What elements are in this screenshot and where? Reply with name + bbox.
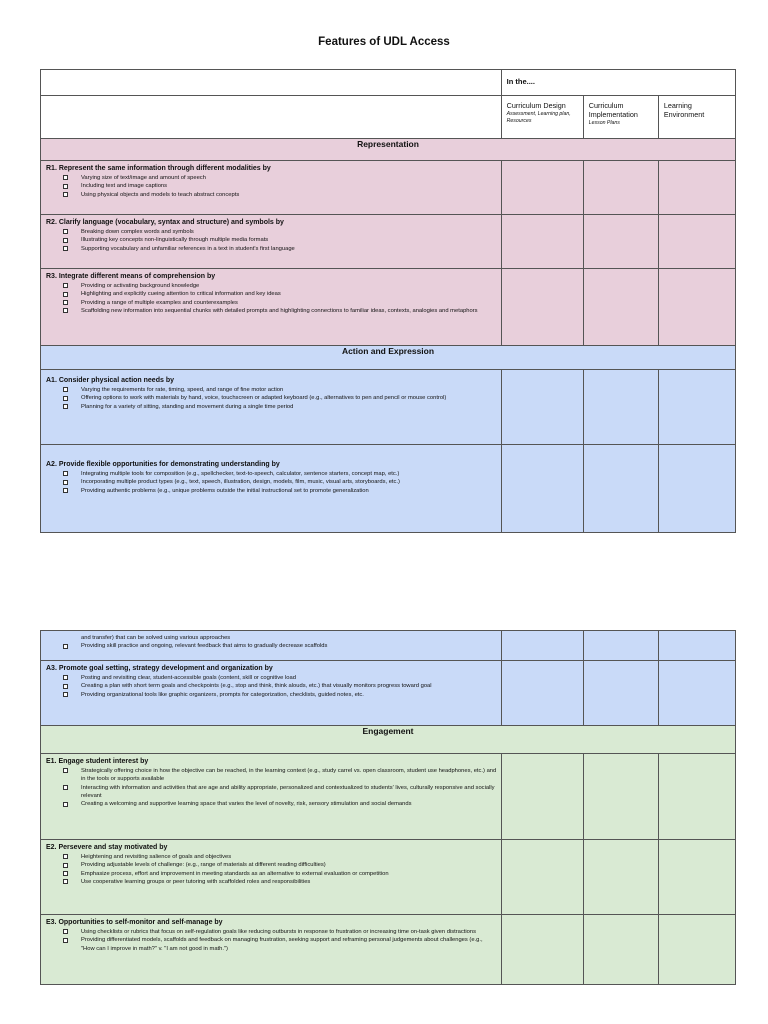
row-a2-continued (41, 631, 736, 661)
header-row-columns (41, 96, 736, 139)
e3-heading: E3. Opportunities to self-monitor and self-manage by (46, 919, 223, 926)
page-title: Features of UDL Access (318, 36, 450, 48)
empty-cell[interactable] (501, 661, 583, 726)
empty-cell[interactable] (658, 661, 735, 726)
udl-table-page-1 (40, 69, 736, 533)
empty-cell[interactable] (583, 370, 658, 445)
header-blank-cell (41, 70, 502, 96)
checkbox-item: Breaking down complex words and symbols (61, 228, 497, 236)
checkbox-item: Supporting vocabulary and unfamiliar references in a text in student's first language (61, 245, 497, 253)
checkbox-item: Integrating multiple tools for composition (e.g., spellchecker, text-to-speech, calculator, sentence starters, concept map, etc.) (61, 470, 497, 478)
checkbox-item: Providing a range of multiple examples and counterexamples (61, 299, 497, 307)
empty-cell[interactable] (658, 370, 735, 445)
empty-cell[interactable] (658, 631, 735, 661)
continuation-text: and transfer) that can be solved using various approaches (81, 635, 231, 641)
empty-cell[interactable] (501, 269, 583, 346)
empty-cell[interactable] (583, 161, 658, 215)
checkbox-item: Offering options to work with materials by hand, voice, touchscreen or adapted keyboard (e.g., alternatives to pen and pencil or mouse control) (61, 394, 497, 402)
checkbox-item: Using checklists or rubrics that focus on self-regulation goals like reducing outbursts in response to frustration or increasing time on-task given distractions (61, 928, 497, 936)
checkbox-item: Incorporating multiple product types (e.g., text, speech, illustration, design, models, film, music, visual arts, storyboards, etc.) (61, 478, 497, 486)
empty-cell[interactable] (583, 631, 658, 661)
section-engagement: Engagement (41, 726, 736, 754)
udl-table-page-2 (40, 630, 736, 985)
checkbox-item: Planning for a variety of sitting, standing and movement during a single time period (61, 403, 497, 411)
header-blank-cell (41, 96, 502, 139)
empty-cell[interactable] (583, 754, 658, 840)
checkbox-item: Strategically offering choice in how the objective can be reached, in the learning context (e.g., study carrel vs. open classroom, student use headphones, etc.) and in the tools or supports available (61, 767, 497, 784)
col-curriculum-implementation: Curriculum Implementation Lesson Plans (583, 96, 658, 139)
checkbox-item: Heightening and revisiting salience of goals and objectives (61, 853, 497, 861)
section-representation: Representation (41, 139, 736, 161)
empty-cell[interactable] (583, 215, 658, 269)
empty-cell[interactable] (583, 445, 658, 533)
r3-heading: R3. Integrate different means of comprehension by (46, 273, 216, 280)
checkbox-item: Using physical objects and models to teach abstract concepts (61, 191, 497, 199)
checkbox-item: Creating a welcoming and supportive learning space that varies the level of novelty, risk, sensory stimulation and social demands (61, 800, 497, 808)
in-the-cell: In the.... (501, 70, 735, 96)
checkbox-item: Illustrating key concepts non-linguistically through multiple media formats (61, 236, 497, 244)
row-e2 (41, 840, 736, 915)
empty-cell[interactable] (658, 215, 735, 269)
checkbox-item: Providing adjustable levels of challenge: (e.g., range of materials at different reading difficulties) (61, 861, 497, 869)
checkbox-item: Providing organizational tools like graphic organizers, prompts for categorization, checklists, guided notes, etc. (61, 691, 497, 699)
empty-cell[interactable] (501, 915, 583, 985)
section-action-expression: Action and Expression (41, 346, 736, 370)
checkbox-item: Scaffolding new information into sequential chunks with detailed prompts and highlighting connections to familiar ideas, contexts, analogies and metaphors (61, 307, 497, 315)
row-a3 (41, 661, 736, 726)
checkbox-item: Varying the requirements for rate, timing, speed, and range of fine motor action (61, 386, 497, 394)
a1-heading: A1. Consider physical action needs by (46, 377, 174, 384)
row-r1 (41, 161, 736, 215)
empty-cell[interactable] (658, 840, 735, 915)
checkbox-item: Highlighting and explicitly cueing attention to critical information and key ideas (61, 290, 497, 298)
checkbox-item: Providing authentic problems (e.g., unique problems outside the initial instructional set to promote generalization (61, 487, 497, 495)
checkbox-item: Providing skill practice and ongoing, relevant feedback that aims to gradually decrease scaffolds (61, 642, 497, 650)
r1-heading: R1. Represent the same information through different modalities by (46, 165, 271, 172)
e2-heading: E2. Persevere and stay motivated by (46, 844, 168, 851)
checkbox-item: Providing differentiated models, scaffolds and feedback on managing frustration, seeking support and reframing personal judgements about challenges (e.g., "How can I improve in math?" v. "I am not good in math.") (61, 936, 497, 953)
col-curriculum-design: Curriculum Design Assessment, Learning plan, Resources (501, 96, 583, 139)
empty-cell[interactable] (583, 915, 658, 985)
row-a2 (41, 445, 736, 533)
row-r2 (41, 215, 736, 269)
empty-cell[interactable] (501, 445, 583, 533)
row-e3 (41, 915, 736, 985)
empty-cell[interactable] (583, 840, 658, 915)
row-a1 (41, 370, 736, 445)
empty-cell[interactable] (658, 445, 735, 533)
checkbox-item: Including text and image captions (61, 182, 497, 190)
empty-cell[interactable] (658, 915, 735, 985)
row-r3 (41, 269, 736, 346)
a3-heading: A3. Promote goal setting, strategy development and organization by (46, 665, 273, 672)
checkbox-item: Emphasize process, effort and improvement in meeting standards as an alternative to external evaluation or competition (61, 870, 497, 878)
checkbox-item: Creating a plan with short term goals and checkpoints (e.g., stop and think, think alouds, etc.) that visually monitors progress toward goal (61, 682, 497, 690)
col-curriculum-design-sub: Assessment, Learning plan, Resources (506, 111, 571, 124)
empty-cell[interactable] (658, 754, 735, 840)
header-row-top (41, 70, 736, 96)
empty-cell[interactable] (658, 269, 735, 346)
a2-heading: A2. Provide flexible opportunities for demonstrating understanding by (46, 461, 280, 468)
e1-heading: E1. Engage student interest by (46, 758, 149, 765)
empty-cell[interactable] (501, 840, 583, 915)
row-e1 (41, 754, 736, 840)
empty-cell[interactable] (583, 661, 658, 726)
checkbox-item: Use cooperative learning groups or peer tutoring with scaffolded roles and responsibilities (61, 878, 497, 886)
r2-heading: R2. Clarify language (vocabulary, syntax and structure) and symbols by (46, 219, 284, 226)
empty-cell[interactable] (501, 215, 583, 269)
col-curriculum-implementation-sub: Lesson Plans (588, 120, 620, 126)
empty-cell[interactable] (501, 631, 583, 661)
empty-cell[interactable] (501, 370, 583, 445)
checkbox-item: Posting and revisiting clear, student-accessible goals (content, skill or cognitive load (61, 674, 497, 682)
empty-cell[interactable] (583, 269, 658, 346)
checkbox-item: Varying size of text/image and amount of speech (61, 174, 497, 182)
empty-cell[interactable] (501, 754, 583, 840)
empty-cell[interactable] (658, 161, 735, 215)
col-learning-environment: Learning Environment (658, 96, 735, 139)
checkbox-item: Interacting with information and activities that are age and ability appropriate, personalized and contextualized to students' lives, culturally responsive and socially relevant (61, 784, 497, 801)
empty-cell[interactable] (501, 161, 583, 215)
checkbox-item: Providing or activating background knowledge (61, 282, 497, 290)
